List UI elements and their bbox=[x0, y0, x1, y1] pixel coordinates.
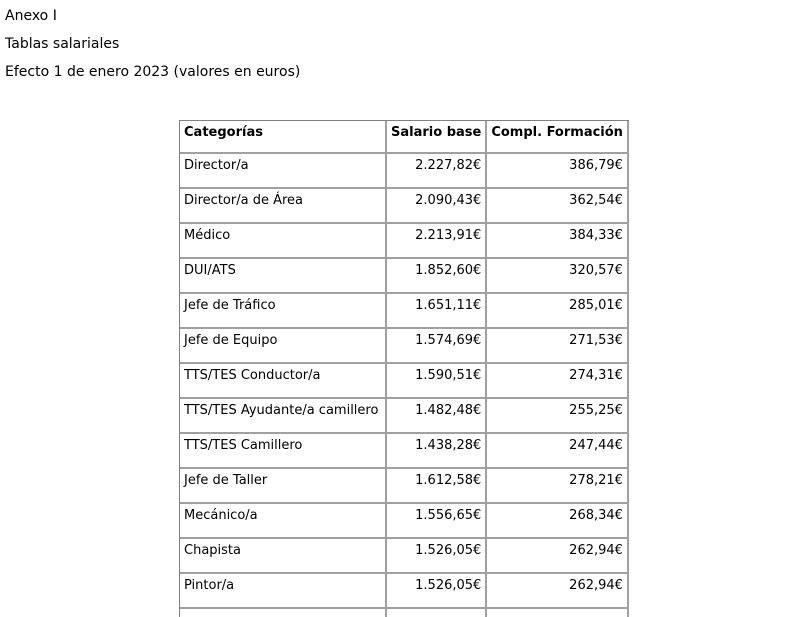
table-body bbox=[180, 154, 629, 617]
category-cell: DUI/ATS bbox=[180, 259, 387, 294]
category-cell: Jefe de Equipo bbox=[180, 329, 387, 364]
training-supplement-cell: 271,53€ bbox=[487, 329, 629, 364]
table-row bbox=[180, 609, 629, 617]
training-supplement-cell: 320,57€ bbox=[487, 259, 629, 294]
base-salary-cell: 1.574,69€ bbox=[387, 329, 487, 364]
base-salary-cell bbox=[387, 609, 487, 617]
table-row bbox=[180, 294, 629, 329]
table-row bbox=[180, 469, 629, 504]
base-salary-cell: 1.556,65€ bbox=[387, 504, 487, 539]
training-supplement-cell: 262,94€ bbox=[487, 574, 629, 609]
category-cell: Pintor/a bbox=[180, 574, 387, 609]
base-salary-cell: 1.482,48€ bbox=[387, 399, 487, 434]
table-row bbox=[180, 574, 629, 609]
training-supplement-cell: 285,01€ bbox=[487, 294, 629, 329]
column-header-categorias: Categorías bbox=[180, 121, 387, 154]
training-supplement-cell: 274,31€ bbox=[487, 364, 629, 399]
table-row bbox=[180, 154, 629, 189]
table-row bbox=[180, 399, 629, 434]
salary-table bbox=[179, 120, 629, 617]
table-row bbox=[180, 504, 629, 539]
table-row bbox=[180, 364, 629, 399]
section-title: Tablas salariales bbox=[5, 36, 120, 52]
training-supplement-cell: 384,33€ bbox=[487, 224, 629, 259]
base-salary-cell: 1.438,28€ bbox=[387, 434, 487, 469]
table-row bbox=[180, 329, 629, 364]
category-cell: TTS/TES Ayudante/a camillero bbox=[180, 399, 387, 434]
table-row bbox=[180, 434, 629, 469]
training-supplement-cell: 268,34€ bbox=[487, 504, 629, 539]
column-header-salario-base: Salario base bbox=[387, 121, 487, 154]
category-cell: Chapista bbox=[180, 539, 387, 574]
training-supplement-cell bbox=[487, 609, 629, 617]
training-supplement-cell: 278,21€ bbox=[487, 469, 629, 504]
base-salary-cell: 1.526,05€ bbox=[387, 574, 487, 609]
category-cell: Jefe de Taller bbox=[180, 469, 387, 504]
table-row bbox=[180, 259, 629, 294]
training-supplement-cell: 247,44€ bbox=[487, 434, 629, 469]
category-cell: TTS/TES Conductor/a bbox=[180, 364, 387, 399]
training-supplement-cell: 386,79€ bbox=[487, 154, 629, 189]
salary-table-container bbox=[179, 120, 629, 617]
category-cell: Director/a de Área bbox=[180, 189, 387, 224]
base-salary-cell: 1.612,58€ bbox=[387, 469, 487, 504]
table-row bbox=[180, 539, 629, 574]
base-salary-cell: 2.090,43€ bbox=[387, 189, 487, 224]
category-cell: Jefe de Tráfico bbox=[180, 294, 387, 329]
annex-title: Anexo I bbox=[5, 8, 57, 24]
training-supplement-cell: 255,25€ bbox=[487, 399, 629, 434]
base-salary-cell: 1.852,60€ bbox=[387, 259, 487, 294]
training-supplement-cell: 262,94€ bbox=[487, 539, 629, 574]
base-salary-cell: 2.213,91€ bbox=[387, 224, 487, 259]
training-supplement-cell: 362,54€ bbox=[487, 189, 629, 224]
category-cell: Mecánico/a bbox=[180, 504, 387, 539]
table-header-row bbox=[180, 121, 629, 154]
base-salary-cell: 1.526,05€ bbox=[387, 539, 487, 574]
table-row bbox=[180, 224, 629, 259]
category-cell bbox=[180, 609, 387, 617]
table-row bbox=[180, 189, 629, 224]
column-header-compl-formacion: Compl. Formación bbox=[487, 121, 629, 154]
effective-date-note: Efecto 1 de enero 2023 (valores en euros) bbox=[5, 64, 301, 80]
base-salary-cell: 1.651,11€ bbox=[387, 294, 487, 329]
base-salary-cell: 2.227,82€ bbox=[387, 154, 487, 189]
category-cell: Médico bbox=[180, 224, 387, 259]
category-cell: Director/a bbox=[180, 154, 387, 189]
category-cell: TTS/TES Camillero bbox=[180, 434, 387, 469]
base-salary-cell: 1.590,51€ bbox=[387, 364, 487, 399]
